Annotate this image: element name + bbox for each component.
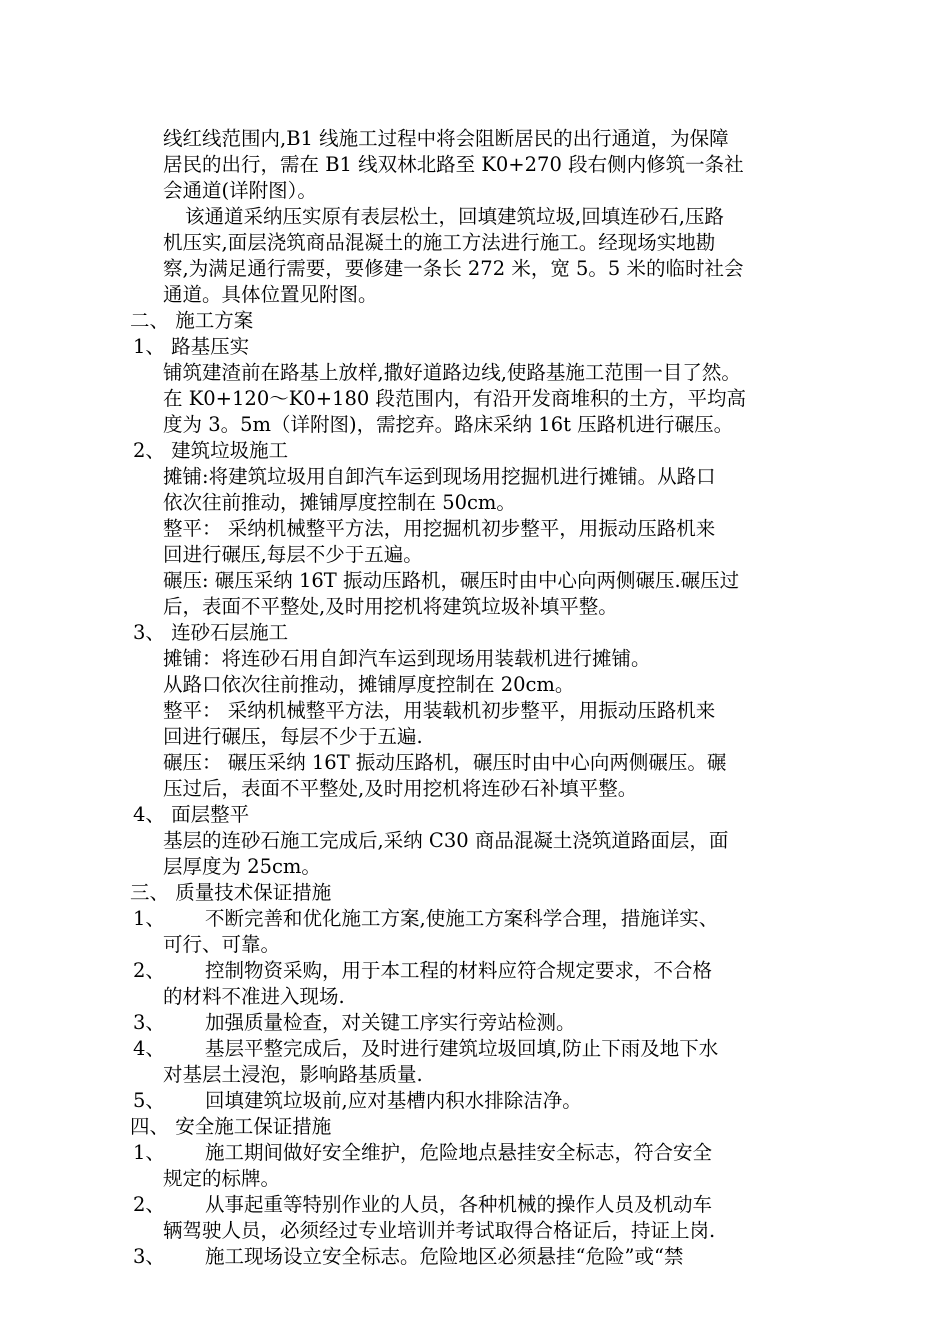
text-line: 加强质量检查，对关键工序实行旁站检测。 bbox=[205, 1011, 576, 1034]
text-line: 从路口依次往前推动，摊铺厚度控制在 20cm。 bbox=[163, 673, 575, 696]
text-line: 察,为满足通行需要，要修建一条长 272 米，宽 5。5 米的临时社会 bbox=[163, 257, 744, 280]
text-line: 回进行碾压，每层不少于五遍. bbox=[163, 725, 423, 748]
item-number: 1、 bbox=[133, 1141, 165, 1164]
text-line: 居民的出行，需在 B1 线双林北路至 K0+270 段右侧内修筑一条社 bbox=[163, 153, 744, 176]
item-number: 2、 bbox=[133, 1193, 165, 1216]
text-line: 摊铺:将建筑垃圾用自卸汽车运到现场用挖掘机进行摊铺。从路口 bbox=[163, 465, 716, 488]
text-line: 碾压: 碾压采纳 16T 振动压路机，碾压时由中心向两侧碾压.碾压过 bbox=[163, 569, 740, 592]
subsection-heading: 4、 面层整平 bbox=[133, 803, 250, 826]
text-line: 后，表面不平整处,及时用挖机将建筑垃圾补填平整。 bbox=[163, 595, 618, 618]
text-line: 压过后，表面不平整处,及时用挖机将连砂石补填平整。 bbox=[163, 777, 638, 800]
text-line: 辆驾驶人员，必须经过专业培训并考试取得合格证后，持证上岗. bbox=[163, 1219, 716, 1242]
text-line: 摊铺：将连砂石用自卸汽车运到现场用装载机进行摊铺。 bbox=[163, 647, 651, 670]
text-line: 在 K0+120～K0+180 段范围内，有沿开发商堆积的土方，平均高 bbox=[163, 387, 746, 410]
text-line: 会通道(详附图）。 bbox=[163, 179, 317, 202]
item-number: 2、 bbox=[133, 959, 165, 982]
item-number: 1、 bbox=[133, 907, 165, 930]
text-line: 碾压： 碾压采纳 16T 振动压路机，碾压时由中心向两侧碾压。碾 bbox=[163, 751, 727, 774]
section-heading: 三、 质量技术保证措施 bbox=[130, 881, 332, 904]
item-number: 4、 bbox=[133, 1037, 165, 1060]
text-line: 可行、可靠。 bbox=[163, 933, 281, 956]
section-heading: 四、 安全施工保证措施 bbox=[130, 1115, 332, 1138]
text-line: 铺筑建渣前在路基上放样,撒好道路边线,使路基施工范围一目了然。 bbox=[163, 361, 741, 384]
text-line: 不断完善和优化施工方案,使施工方案科学合理，措施详实、 bbox=[205, 907, 719, 930]
section-heading: 二、 施工方案 bbox=[130, 309, 254, 332]
text-line: 的材料不准进入现场. bbox=[163, 985, 345, 1008]
subsection-heading: 1、 路基压实 bbox=[133, 335, 250, 358]
text-line: 该通道采纳压实原有表层松土，回填建筑垃圾,回填连砂石,压路 bbox=[185, 205, 724, 228]
text-line: 基层的连砂石施工完成后,采纳 C30 商品混凝土浇筑道路面层，面 bbox=[163, 829, 729, 852]
text-line: 整平： 采纳机械整平方法，用装载机初步整平，用振动压路机来 bbox=[163, 699, 716, 722]
subsection-heading: 2、 建筑垃圾施工 bbox=[133, 439, 289, 462]
text-line: 规定的标牌。 bbox=[163, 1167, 281, 1190]
text-line: 施工现场设立安全标志。危险地区必须悬挂“危险”或“禁 bbox=[205, 1245, 684, 1268]
subsection-heading: 3、 连砂石层施工 bbox=[133, 621, 289, 644]
text-line: 回填建筑垃圾前,应对基槽内积水排除洁净。 bbox=[205, 1089, 582, 1112]
text-line: 机压实,面层浇筑商品混凝土的施工方法进行施工。经现场实地勘 bbox=[163, 231, 716, 254]
text-line: 控制物资采购，用于本工程的材料应符合规定要求，不合格 bbox=[205, 959, 713, 982]
text-line: 整平： 采纳机械整平方法，用挖掘机初步整平，用振动压路机来 bbox=[163, 517, 716, 540]
text-line: 通道。具体位置见附图。 bbox=[163, 283, 378, 306]
text-line: 依次往前推动，摊铺厚度控制在 50cm。 bbox=[163, 491, 516, 514]
text-line: 线红线范围内,B1 线施工过程中将会阻断居民的出行通道，为保障 bbox=[163, 127, 729, 150]
text-line: 层厚度为 25cm。 bbox=[163, 855, 321, 878]
item-number: 3、 bbox=[133, 1245, 165, 1268]
text-line: 基层平整完成后，及时进行建筑垃圾回填,防止下雨及地下水 bbox=[205, 1037, 719, 1060]
text-line: 度为 3。5m（详附图)，需挖弃。路床采纳 16t 压路机进行碾压。 bbox=[163, 413, 734, 436]
item-number: 5、 bbox=[133, 1089, 165, 1112]
text-line: 从事起重等特别作业的人员，各种机械的操作人员及机动车 bbox=[205, 1193, 713, 1216]
text-line: 施工期间做好安全维护，危险地点悬挂安全标志，符合安全 bbox=[205, 1141, 713, 1164]
text-line: 对基层土浸泡，影响路基质量. bbox=[163, 1063, 423, 1086]
item-number: 3、 bbox=[133, 1011, 165, 1034]
text-line: 回进行碾压,每层不少于五遍。 bbox=[163, 543, 423, 566]
